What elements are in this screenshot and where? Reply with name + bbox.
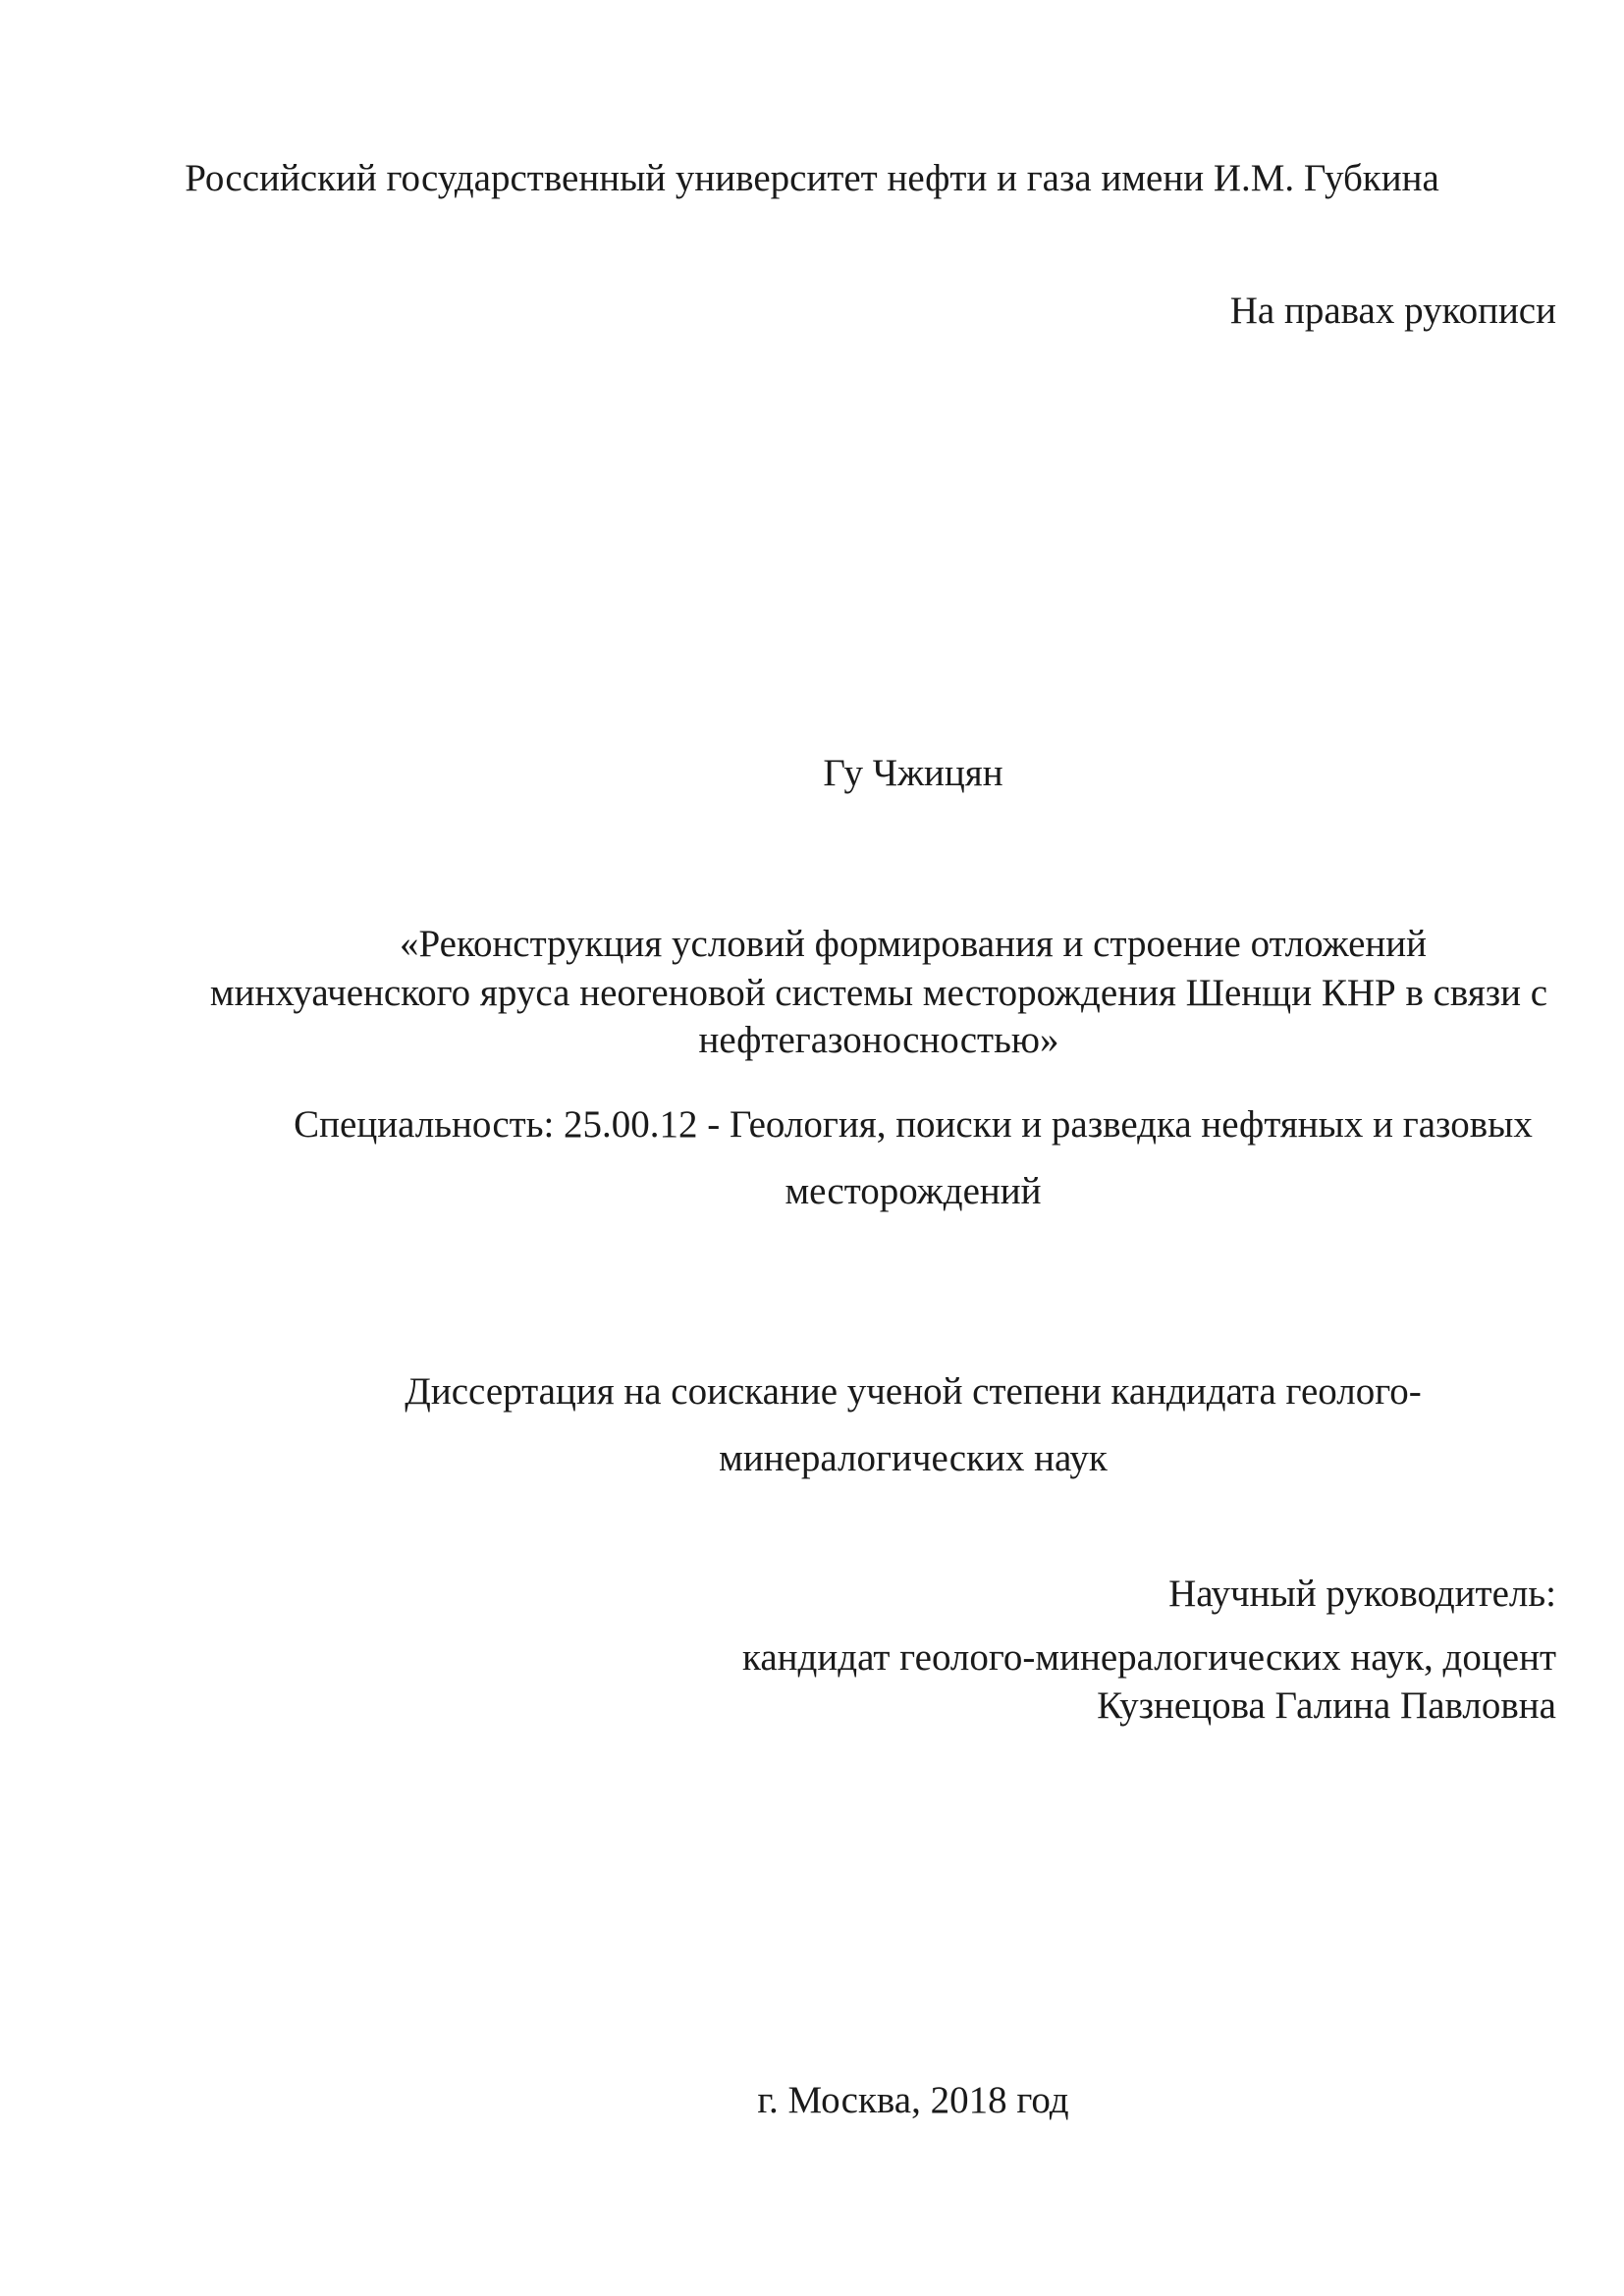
manuscript-note: На правах рукописи xyxy=(1229,290,1556,332)
specialty-line-1: Специальность: 25.00.12 - Геология, поиски и разведка нефтяных и газовых xyxy=(294,1103,1533,1146)
degree-line-1: Диссертация на соискание ученой степени кандидата геолого- xyxy=(405,1370,1422,1413)
supervisor-degree: кандидат геолого-минералогических наук, доцент xyxy=(741,1636,1556,1679)
title-line-1: «Реконструкция условий формирования и строение отложений xyxy=(399,923,1427,965)
degree-line-2: минералогических наук xyxy=(719,1437,1108,1479)
specialty-line-2: месторождений xyxy=(785,1170,1042,1212)
title-line-3: нефтегазоносностью» xyxy=(698,1019,1059,1061)
supervisor-name: Кузнецова Галина Павловна xyxy=(1097,1684,1556,1727)
university-name: Российский государственный университет нефти и газа имени И.М. Губкина xyxy=(185,157,1439,199)
author-name: Гу Чжицян xyxy=(823,752,1003,794)
place-and-year: г. Москва, 2018 год xyxy=(757,2079,1069,2121)
supervisor-label: Научный руководитель: xyxy=(1168,1573,1556,1615)
title-line-2: минхуаченского яруса неогеновой системы месторождения Шенщи КНР в связи с xyxy=(209,972,1548,1014)
